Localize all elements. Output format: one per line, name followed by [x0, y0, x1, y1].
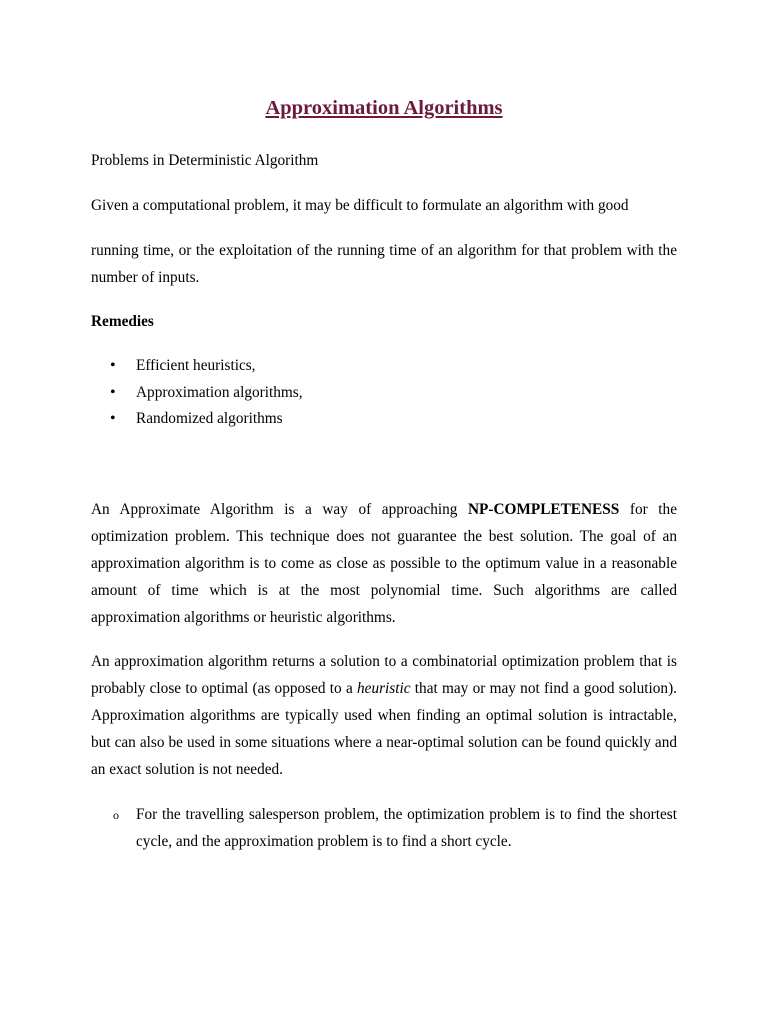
np-completeness-term: NP-COMPLETENESS — [467, 501, 620, 518]
paragraph-running-time: running time, or the exploitation of the running time of an algorithm for that problem with the number of inputs. — [91, 242, 677, 286]
heuristic-term: heuristic — [357, 680, 411, 697]
paragraph-text: for the optimization problem. This technique does not guarantee the best solution. The goal of an approximation algorithm is to come as close as possible to the optimum value in a reasonable amount of time which is at the most polynomial time. Such algorithms are called approximation algorithms or heuristic algorithms. — [91, 501, 677, 626]
bullet-icon: • — [110, 357, 116, 374]
bullet-icon: • — [110, 383, 116, 401]
example-list — [91, 801, 677, 855]
bullet-icon: • — [110, 410, 116, 427]
list-item-text: Efficient heuristics, — [136, 357, 256, 374]
document-title: Approximation Algorithms — [265, 97, 503, 119]
paragraph-text: that may or may not find a good solution). Approximation algorithms are typically used when finding an optimal solution is intractable, but can also be used in some situations where a near-optimal solution can be found quickly and an exact solution is not needed. — [91, 680, 677, 778]
list-item — [91, 380, 677, 407]
remedies-list — [91, 353, 677, 433]
paragraph-approximation-returns — [91, 648, 677, 783]
list-item — [91, 353, 677, 380]
list-item-text: For the travelling salesperson problem, the optimization problem is to find the shortest cycle, and the approximation problem is to find a short cycle. — [136, 806, 677, 850]
list-item — [91, 801, 677, 855]
paragraph-text: An Approximate Algorithm is a way of approaching — [91, 501, 468, 518]
list-item — [91, 406, 677, 433]
paragraph-text: An approximation algorithm returns a solution to a combinatorial optimization problem that is probably close to optimal (as opposed to a — [91, 653, 677, 697]
list-item-text: Randomized algorithms — [136, 410, 283, 427]
remedies-heading: Remedies — [91, 313, 154, 330]
paragraph-intro: Given a computational problem, it may be difficult to formulate an algorithm with good — [91, 197, 629, 214]
list-item-text: Approximation algorithms, — [136, 383, 303, 401]
paragraph-approximate-algorithm — [91, 496, 677, 631]
circle-bullet-icon: o — [113, 808, 119, 822]
subheading: Problems in Deterministic Algorithm — [91, 152, 319, 169]
